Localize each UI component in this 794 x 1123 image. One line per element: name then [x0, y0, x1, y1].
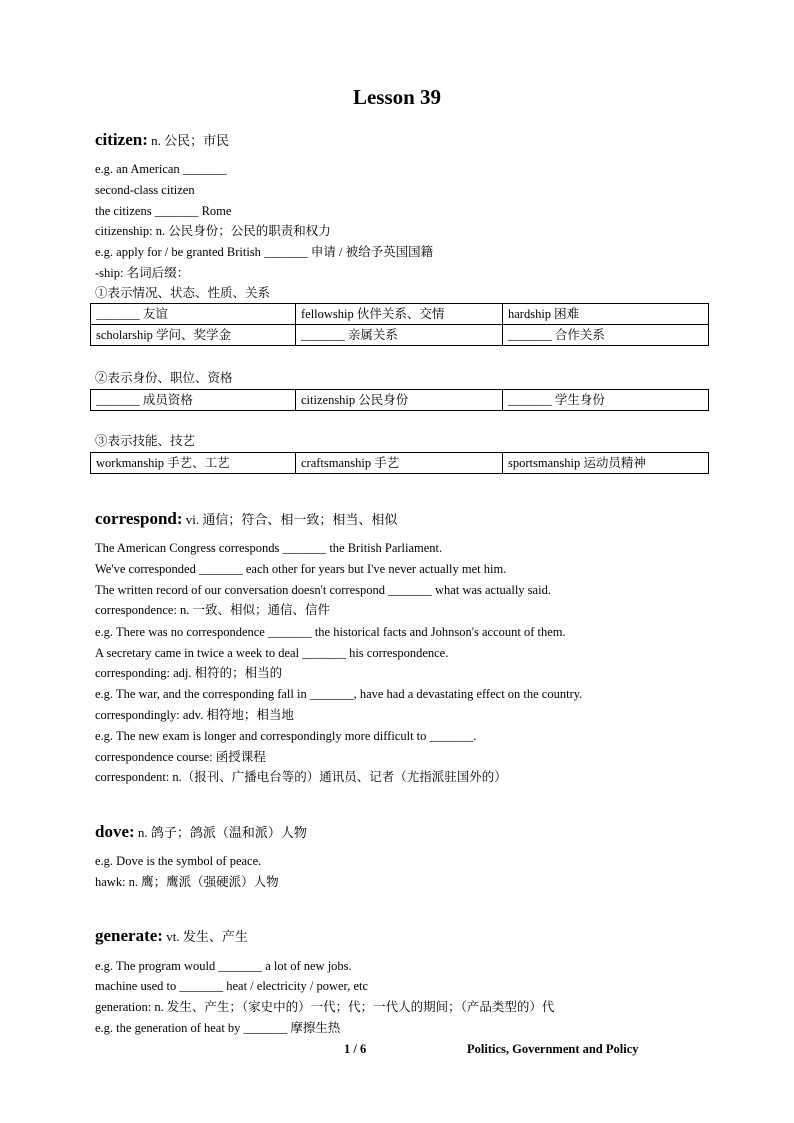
headword: dove: — [95, 822, 135, 841]
derivative-line: correspondingly: adv. 相符地；相当地 — [95, 708, 294, 722]
table-cell: citizenship 公民身份 — [296, 390, 503, 411]
definition: n. 鸽子；鸽派（温和派）人物 — [137, 825, 307, 840]
derivative-line: correspondence course: 函授课程 — [95, 750, 266, 764]
table-cell: _______ 成员资格 — [91, 390, 296, 411]
example-line: A secretary came in twice a week to deal _______ his correspondence. — [95, 646, 449, 660]
derivative-line: hawk: n. 鹰；鹰派（强硬派）人物 — [95, 875, 279, 889]
table-cell: scholarship 学问、奖学金 — [91, 325, 296, 346]
entry-dove-heading — [95, 822, 307, 842]
table-cell: sportsmanship 运动员精神 — [503, 453, 709, 474]
definition: vt. 发生、产生 — [166, 929, 248, 944]
suffix-category-heading: ①表示情况、状态、性质、关系 — [95, 286, 271, 300]
derivative-line: generation: n. 发生、产生；（家史中的）一代；代；一代人的期间；（产品类型的）代 — [95, 1000, 555, 1014]
table-cell: _______ 合作关系 — [503, 325, 709, 346]
example-line: e.g. The war, and the corresponding fall in _______, have had a devastating effect on the country. — [95, 687, 583, 701]
table-cell: _______ 友谊 — [91, 304, 296, 325]
table-cell: hardship 困难 — [503, 304, 709, 325]
example-line: e.g. an American _______ — [95, 162, 227, 176]
derivative-line: correspondence: n. 一致、相似；通信、信件 — [95, 603, 331, 617]
table-row — [91, 453, 709, 474]
page-number: 1 / 6 — [344, 1042, 367, 1056]
example-line: We've corresponded _______ each other for years but I've never actually met him. — [95, 562, 507, 576]
suffix-table-status — [90, 389, 709, 411]
table-row — [91, 304, 709, 325]
suffix-category-heading: ②表示身份、职位、资格 — [95, 371, 233, 385]
definition: vi. 通信；符合、相一致；相当、相似 — [185, 512, 398, 527]
table-cell: _______ 学生身份 — [503, 390, 709, 411]
table-row — [91, 325, 709, 346]
example-line: e.g. The new exam is longer and correspondingly more difficult to _______. — [95, 729, 477, 743]
example-line: e.g. apply for / be granted British _______ 申请 / 被给予英国国籍 — [95, 245, 434, 259]
suffix-table-relations — [90, 303, 709, 346]
example-line: e.g. There was no correspondence _______ the historical facts and Johnson's account of them. — [95, 625, 566, 639]
example-line: The American Congress corresponds _______ the British Parliament. — [95, 541, 443, 555]
definition: n. 公民；市民 — [151, 133, 230, 148]
example-line: machine used to _______ heat / electricity / power, etc — [95, 979, 369, 993]
table-cell: _______ 亲属关系 — [296, 325, 503, 346]
headword: citizen: — [95, 130, 148, 149]
derivative-line: corresponding: adj. 相符的；相当的 — [95, 666, 283, 680]
example-line: e.g. the generation of heat by _______ 摩擦生热 — [95, 1021, 341, 1035]
table-cell: craftsmanship 手艺 — [296, 453, 503, 474]
suffix-table-skills — [90, 452, 709, 474]
entry-citizen-heading — [95, 130, 229, 150]
example-line: e.g. The program would _______ a lot of new jobs. — [95, 959, 352, 973]
example-line: second-class citizen — [95, 183, 195, 197]
headword: generate: — [95, 926, 163, 945]
entry-correspond-heading — [95, 509, 397, 529]
table-cell: fellowship 伙伴关系、交情 — [296, 304, 503, 325]
example-line: the citizens _______ Rome — [95, 204, 232, 218]
footer-title: Politics, Government and Policy — [467, 1042, 639, 1056]
derivative-line: citizenship: n. 公民身份；公民的职责和权力 — [95, 224, 331, 238]
headword: correspond: — [95, 509, 183, 528]
derivative-line: correspondent: n.（报刊、广播电台等的）通讯员、记者（尤指派驻国外的） — [95, 770, 507, 784]
example-line: The written record of our conversation doesn't correspond _______ what was actually said. — [95, 583, 551, 597]
suffix-note: -ship: 名词后缀： — [95, 266, 190, 280]
table-row — [91, 390, 709, 411]
entry-generate-heading — [95, 926, 248, 946]
example-line: e.g. Dove is the symbol of peace. — [95, 854, 262, 868]
suffix-category-heading: ③表示技能、技艺 — [95, 434, 196, 448]
page-title: Lesson 39 — [352, 85, 442, 109]
table-cell: workmanship 手艺、工艺 — [91, 453, 296, 474]
